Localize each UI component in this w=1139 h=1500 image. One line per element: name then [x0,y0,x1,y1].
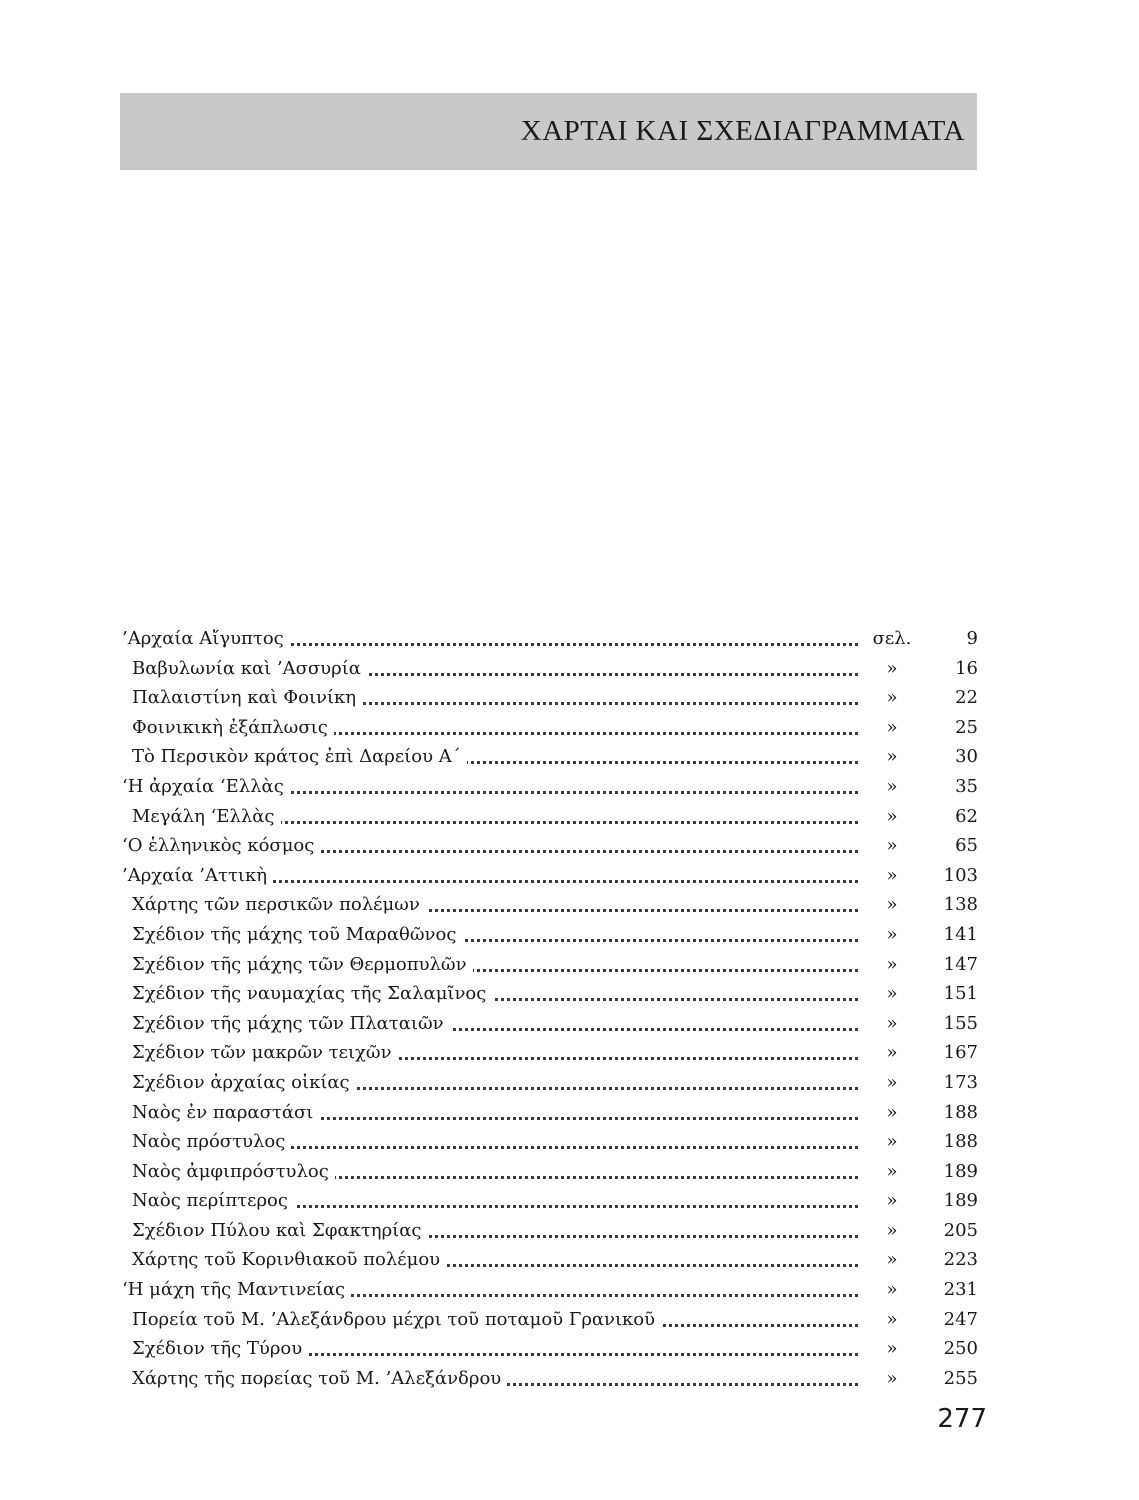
toc-entry-page-number: 16 [955,657,978,679]
toc-entry-title: Σχέδιον τῆς Τύρου [132,1334,308,1364]
toc-entry-page-number: 167 [943,1042,978,1064]
toc-entry-page-number: 103 [943,864,978,886]
toc-entry [0,1305,1139,1335]
toc-entry-page-number: 189 [943,1160,978,1182]
toc-entry-page-label: » [862,772,922,802]
toc-entry-title: Σχέδιον Πύλου καὶ Σφακτηρίας [132,1216,427,1246]
toc-entry-page-number: 173 [943,1071,978,1093]
toc-entry-page-label: » [862,1009,922,1039]
page-number: 277 [937,1404,987,1434]
toc-entry-page-label: » [862,1245,922,1275]
toc-entry-page-label: » [862,802,922,832]
toc-entry-page-label: » [862,1334,922,1364]
section-title: ΧΑΡΤΑΙ ΚΑΙ ΣΧΕΔΙΑΓΡΑΜΜΑΤΑ [520,115,965,147]
toc-entry-page-label: » [862,713,922,743]
toc-entry-title: Ναὸς ἀμφιπρόστυλος [132,1157,335,1187]
toc-entry-page-number: 138 [943,894,978,916]
toc-entry-page-number: 223 [943,1249,978,1271]
toc-entry [0,1216,1139,1246]
toc-entry [0,1098,1139,1128]
toc-entry-page-label: » [862,1305,922,1335]
toc-entry-title: ‘Η ἀρχαία ‘Ελλὰς [122,772,290,802]
toc-entry [0,1009,1139,1039]
toc-entry-page-number: 151 [943,983,978,1005]
toc-entry-title: Χάρτης τῶν περσικῶν πολέμων [132,890,426,920]
toc-entry-page-label: » [862,1364,922,1394]
toc-entry-title: ‘Ο ἑλληνικὸς κόσμος [122,831,320,861]
toc-entry [0,1186,1139,1216]
toc-entry-page-label: » [862,1098,922,1128]
toc-entry-page-number: 155 [943,1012,978,1034]
toc-entry [0,950,1139,980]
toc-entry-page-number: 205 [943,1219,978,1241]
toc-entry-title: ’Αρχαία ’Αττικὴ [122,861,273,891]
toc-entry-title: Πορεία τοῦ Μ. ’Αλεξάνδρου μέχρι τοῦ ποταμοῦ Γρανικοῦ [132,1305,661,1335]
toc-entry-page-number: 231 [943,1279,978,1301]
toc-entry-page-label: » [862,920,922,950]
toc-entry-title: Μεγάλη ‘Ελλὰς [132,802,281,832]
toc-entry-page-label: σελ. [862,624,922,654]
toc-entry [0,920,1139,950]
toc-entry-page-label: » [862,683,922,713]
toc-entry-title: Βαβυλωνία καὶ ’Ασσυρία [132,654,367,684]
toc-entry-page-label: » [862,890,922,920]
toc-entry-page-number: 9 [966,628,978,649]
toc-entry [0,772,1139,802]
toc-entry-title: Ναὸς πρόστυλος [132,1127,291,1157]
toc-entry-page-label: » [862,831,922,861]
toc-entry-page-label: » [862,1216,922,1246]
toc-entry-page-number: 141 [943,923,978,945]
toc-entry-title: Χάρτης τῆς πορείας τοῦ Μ. ’Αλεξάνδρου [132,1364,507,1394]
toc-entry-title: Φοινικικὴ ἐξάπλωσις [132,713,334,743]
toc-entry-page-number: 147 [943,953,978,975]
toc-entry-page-label: » [862,1127,922,1157]
toc-entry-title: Σχέδιον τῆς μάχης τῶν Θερμοπυλῶν [132,950,473,980]
toc-entry [0,713,1139,743]
toc-entry [0,624,1139,654]
toc-entry-page-label: » [862,950,922,980]
toc-entry-page-number: 35 [955,775,978,797]
toc-entry-page-number: 188 [943,1101,978,1123]
toc-entry-title: ’Αρχαία Αἴγυπτος [122,624,290,654]
toc-entry-page-number: 30 [955,746,978,768]
toc-entry [0,1127,1139,1157]
toc-entry-title: Σχέδιον τῶν μακρῶν τειχῶν [132,1038,398,1068]
toc-entry [0,742,1139,772]
toc-entry [0,654,1139,684]
toc-entry-title: Ναὸς ἐν παραστάσι [132,1098,319,1128]
toc-entry-title: Τὸ Περσικὸν κράτος ἐπὶ Δαρείου Α΄ [132,742,467,772]
toc-entry-page-label: » [862,1275,922,1305]
toc-entry-title: Χάρτης τοῦ Κορινθιακοῦ πολέμου [132,1245,446,1275]
toc-entry-page-number: 247 [943,1308,978,1330]
toc-entry-title: Ναὸς περίπτερος [132,1186,294,1216]
table-of-contents [0,624,1139,1393]
toc-entry-page-label: » [862,1068,922,1098]
toc-entry-page-number: 65 [955,835,978,857]
toc-entry [0,861,1139,891]
toc-entry-page-label: » [862,654,922,684]
toc-entry [0,1364,1139,1394]
toc-entry-title: Σχέδιον τῆς μάχης τῶν Πλαταιῶν [132,1009,450,1039]
toc-entry-page-label: » [862,1157,922,1187]
toc-entry [0,1157,1139,1187]
toc-entry-page-label: » [862,1186,922,1216]
toc-entry-page-number: 188 [943,1131,978,1153]
toc-entry-title: Σχέδιον τῆς ναυμαχίας τῆς Σαλαμῖνος [132,979,492,1009]
toc-entry [0,890,1139,920]
toc-entry-title: Σχέδιον τῆς μάχης τοῦ Μαραθῶνος [132,920,462,950]
toc-entry [0,831,1139,861]
toc-entry-title: Σχέδιον ἀρχαίας οἰκίας [132,1068,356,1098]
toc-entry [0,1245,1139,1275]
toc-entry-page-number: 22 [955,687,978,709]
toc-entry-page-label: » [862,742,922,772]
toc-entry-page-number: 250 [943,1338,978,1360]
toc-entry-page-number: 255 [943,1367,978,1389]
section-header-band [120,93,977,170]
toc-entry [0,802,1139,832]
toc-entry-page-number: 189 [943,1190,978,1212]
toc-entry-page-label: » [862,979,922,1009]
toc-entry [0,1275,1139,1305]
toc-entry-page-label: » [862,1038,922,1068]
toc-entry [0,1334,1139,1364]
toc-entry-title: Παλαιστίνη καὶ Φοινίκη [132,683,362,713]
toc-entry [0,1068,1139,1098]
toc-entry-title: ‘Η μάχη τῆς Μαντινείας [122,1275,351,1305]
toc-entry-page-label: » [862,861,922,891]
toc-entry-page-number: 62 [955,805,978,827]
toc-entry [0,979,1139,1009]
toc-entry-page-number: 25 [955,716,978,738]
toc-entry [0,683,1139,713]
toc-entry [0,1038,1139,1068]
